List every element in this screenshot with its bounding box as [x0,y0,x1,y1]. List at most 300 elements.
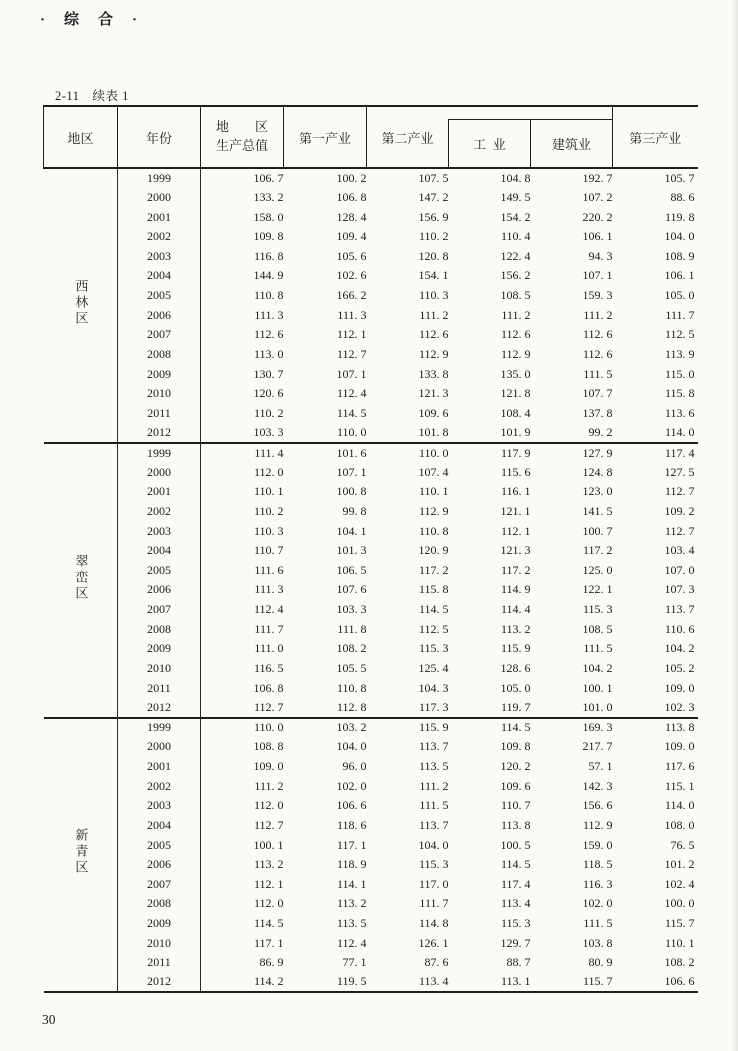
secondary-industry-cell: 110. 8 [418,523,449,538]
year-cell: 2007 [118,600,201,620]
construction-cell: 102. 0 [582,896,613,911]
year-cell: 2012 [118,698,201,718]
construction-cell: 100. 1 [582,680,613,695]
secondary-industry-cell: 110. 1 [418,484,449,499]
tertiary-industry-cell: 100. 0 [664,896,695,911]
year-cell: 2005 [118,286,201,306]
industry-cell: 105. 0 [500,680,531,695]
primary-industry-cell: 114. 1 [336,876,367,891]
gdp-cell: 112. 7 [253,817,284,832]
secondary-industry-cell: 156. 9 [418,209,449,224]
industry-cell: 115. 6 [500,464,531,479]
gdp-cell: 112. 0 [253,464,284,479]
table-row [44,875,698,895]
year-cell: 1999 [118,168,201,188]
construction-cell: 111. 2 [583,307,613,322]
table-row [44,953,698,973]
secondary-industry-cell: 112. 9 [418,346,449,361]
gdp-cell: 112. 0 [253,896,284,911]
year-cell: 2006 [118,305,201,325]
primary-industry-cell: 108. 2 [336,641,367,656]
tertiary-industry-cell: 105. 0 [664,288,695,303]
secondary-industry-cell: 115. 8 [418,582,449,597]
gdp-cell: 111. 2 [254,778,284,793]
primary-industry-cell: 106. 6 [336,798,367,813]
primary-industry-cell: 101. 6 [336,445,367,460]
construction-cell: 107. 1 [582,268,613,283]
header-secondary-industry: 第二产业 [367,106,449,168]
primary-industry-cell: 105. 5 [336,660,367,675]
gdp-cell: 116. 8 [253,248,284,263]
table-header [44,106,698,168]
primary-industry-cell: 113. 5 [336,916,367,931]
secondary-industry-cell: 110. 0 [418,445,449,460]
year-cell: 2004 [118,816,201,836]
year-cell: 2007 [118,325,201,345]
year-cell: 2006 [118,580,201,600]
secondary-industry-cell: 110. 3 [418,288,449,303]
year-cell: 2004 [118,541,201,561]
secondary-industry-cell: 125. 4 [418,660,449,675]
industry-cell: 112. 6 [500,327,531,342]
primary-industry-cell: 128. 4 [336,209,367,224]
tertiary-industry-cell: 88. 6 [670,189,695,204]
construction-cell: 124. 8 [582,464,613,479]
gdp-cell: 110. 0 [253,720,284,735]
tertiary-industry-cell: 102. 4 [664,876,695,891]
industry-cell: 122. 4 [500,248,531,263]
region-label: 翠峦区 [73,553,89,602]
secondary-industry-cell: 117. 3 [418,699,449,714]
year-cell: 2008 [118,345,201,365]
industry-cell: 108. 4 [500,405,531,420]
table-row [44,247,698,267]
industry-cell: 110. 4 [500,229,531,244]
industry-cell: 149. 5 [500,189,531,204]
year-cell: 2006 [118,855,201,875]
primary-industry-cell: 109. 4 [336,229,367,244]
industry-cell: 100. 5 [500,837,531,852]
secondary-industry-cell: 115. 3 [418,641,449,656]
primary-industry-cell: 99. 8 [342,503,367,518]
industry-cell: 129. 7 [500,935,531,950]
table-row [44,914,698,934]
header-gdp-line2: 生产总值 [215,138,268,153]
gdp-cell: 111. 7 [254,621,284,636]
construction-cell: 111. 5 [583,366,613,381]
construction-cell: 57. 1 [588,759,613,774]
year-cell: 2003 [118,521,201,541]
gdp-cell: 116. 5 [253,660,284,675]
secondary-industry-cell: 109. 6 [418,405,449,420]
region-label-cell [44,168,118,443]
primary-industry-cell: 112. 1 [336,327,367,342]
header-gdp [201,106,284,168]
industry-cell: 117. 9 [500,445,531,460]
industry-cell: 121. 8 [500,386,531,401]
year-cell: 2002 [118,502,201,522]
table-row [44,718,698,738]
table-row [44,188,698,208]
tertiary-industry-cell: 113. 9 [664,346,695,361]
secondary-industry-cell: 101. 8 [418,424,449,439]
table-row [44,462,698,482]
primary-industry-cell: 111. 3 [337,307,367,322]
tertiary-industry-cell: 112. 7 [664,484,695,499]
industry-cell: 115. 3 [500,916,531,931]
industry-cell: 121. 3 [500,543,531,558]
secondary-industry-cell: 113. 5 [418,759,449,774]
construction-cell: 137. 8 [582,405,613,420]
secondary-industry-cell: 117. 2 [418,562,449,577]
industry-cell: 156. 2 [500,268,531,283]
header-secondary-subgroup-spacer [449,106,613,119]
table-row [44,973,698,993]
industry-cell: 113. 2 [500,621,531,636]
construction-cell: 99. 2 [588,424,613,439]
primary-industry-cell: 102. 6 [336,268,367,283]
industry-cell: 108. 5 [500,288,531,303]
tertiary-industry-cell: 106. 6 [664,974,695,989]
tertiary-industry-cell: 114. 0 [664,798,695,813]
industry-cell: 154. 2 [500,209,531,224]
construction-cell: 101. 0 [582,699,613,714]
industry-cell: 110. 7 [500,798,531,813]
tertiary-industry-cell: 104. 2 [664,641,695,656]
industry-cell: 114. 4 [500,602,531,617]
tertiary-industry-cell: 113. 8 [664,720,695,735]
gdp-cell: 113. 2 [253,857,284,872]
industry-cell: 112. 9 [500,346,531,361]
tertiary-industry-cell: 115. 0 [664,366,695,381]
year-cell: 1999 [118,443,201,463]
table-row [44,423,698,443]
industry-cell: 119. 7 [500,699,531,714]
gdp-cell: 106. 8 [253,680,284,695]
year-cell: 2003 [118,796,201,816]
primary-industry-cell: 96. 0 [342,759,367,774]
table-row [44,600,698,620]
industry-cell: 121. 1 [500,503,531,518]
secondary-industry-cell: 115. 3 [418,857,449,872]
industry-cell: 104. 8 [500,170,531,185]
tertiary-industry-cell: 101. 2 [664,857,695,872]
gdp-cell: 110. 2 [253,405,284,420]
gdp-cell: 109. 0 [253,759,284,774]
secondary-industry-cell: 107. 5 [418,170,449,185]
tertiary-industry-cell: 113. 6 [664,405,695,420]
table-row [44,305,698,325]
table-row [44,443,698,463]
primary-industry-cell: 100. 2 [336,170,367,185]
construction-cell: 94. 3 [588,248,613,263]
industry-cell: 109. 8 [500,739,531,754]
construction-cell: 159. 0 [582,837,613,852]
secondary-industry-cell: 112. 6 [418,327,449,342]
construction-cell: 156. 6 [582,798,613,813]
construction-cell: 80. 9 [588,955,613,970]
gdp-cell: 109. 8 [253,229,284,244]
gdp-cell: 112. 1 [253,876,284,891]
gdp-cell: 111. 4 [254,445,284,460]
region-label-cell [44,443,118,718]
secondary-industry-cell: 112. 5 [418,621,449,636]
table-row [44,286,698,306]
secondary-industry-cell: 120. 9 [418,543,449,558]
tertiary-industry-cell: 119. 8 [664,209,695,224]
year-cell: 2009 [118,914,201,934]
table-row [44,580,698,600]
table-row [44,776,698,796]
construction-cell: 107. 2 [582,189,613,204]
header-gdp-line1: 地 区 [215,119,268,135]
statistics-table [43,105,698,993]
construction-cell: 112. 6 [582,346,613,361]
industry-cell: 117. 4 [500,876,531,891]
primary-industry-cell: 104. 1 [336,523,367,538]
secondary-industry-cell: 111. 5 [419,798,449,813]
year-cell: 2007 [118,875,201,895]
secondary-industry-cell: 104. 0 [418,837,449,852]
construction-cell: 220. 2 [582,209,613,224]
year-cell: 2011 [118,404,201,424]
primary-industry-cell: 106. 5 [336,562,367,577]
construction-cell: 104. 2 [582,660,613,675]
construction-cell: 103. 8 [582,935,613,950]
tertiary-industry-cell: 117. 6 [664,759,695,774]
secondary-industry-cell: 117. 0 [418,876,449,891]
region-label: 新青区 [73,828,89,877]
industry-cell: 135. 0 [500,366,531,381]
construction-cell: 108. 5 [582,621,613,636]
secondary-industry-cell: 133. 8 [418,366,449,381]
year-cell: 2002 [118,776,201,796]
industry-cell: 109. 6 [500,778,531,793]
gdp-cell: 133. 2 [253,189,284,204]
primary-industry-cell: 119. 5 [336,974,367,989]
year-cell: 2012 [118,423,201,443]
construction-cell: 142. 3 [582,778,613,793]
tertiary-industry-cell: 106. 1 [664,268,695,283]
primary-industry-cell: 107. 6 [336,582,367,597]
primary-industry-cell: 113. 2 [336,896,367,911]
industry-cell: 114. 5 [500,857,531,872]
primary-industry-cell: 107. 1 [336,366,367,381]
primary-industry-cell: 103. 3 [336,602,367,617]
year-cell: 2003 [118,247,201,267]
gdp-cell: 112. 6 [253,327,284,342]
secondary-industry-cell: 120. 8 [418,248,449,263]
table-row [44,737,698,757]
primary-industry-cell: 166. 2 [336,288,367,303]
secondary-industry-cell: 113. 7 [418,739,449,754]
secondary-industry-cell: 104. 3 [418,680,449,695]
secondary-industry-cell: 111. 7 [419,896,449,911]
secondary-industry-cell: 126. 1 [418,935,449,950]
table-row [44,384,698,404]
construction-cell: 192. 7 [582,170,613,185]
construction-cell: 117. 2 [582,543,613,558]
year-cell: 2009 [118,639,201,659]
table-row [44,835,698,855]
construction-cell: 141. 5 [582,503,613,518]
gdp-cell: 114. 2 [253,974,284,989]
gdp-cell: 112. 7 [253,699,284,714]
tertiary-industry-cell: 105. 2 [664,660,695,675]
gdp-cell: 86. 9 [259,955,284,970]
year-cell: 2004 [118,266,201,286]
construction-cell: 125. 0 [582,562,613,577]
gdp-cell: 113. 0 [253,346,284,361]
year-cell: 2001 [118,757,201,777]
primary-industry-cell: 102. 0 [336,778,367,793]
industry-cell: 114. 5 [500,720,531,735]
primary-industry-cell: 107. 1 [336,464,367,479]
table-row [44,639,698,659]
construction-cell: 116. 3 [582,876,613,891]
tertiary-industry-cell: 108. 2 [664,955,695,970]
gdp-cell: 111. 3 [254,582,284,597]
secondary-industry-cell: 113. 4 [418,974,449,989]
construction-cell: 118. 5 [582,857,613,872]
table-row [44,168,698,188]
gdp-cell: 110. 2 [253,503,284,518]
region-label-cell [44,718,118,993]
section-mark: · 综 合 · [40,12,140,28]
table-row [44,364,698,384]
header-tertiary-industry: 第三产业 [613,106,698,168]
tertiary-industry-cell: 113. 7 [664,602,695,617]
tertiary-industry-cell: 109. 0 [664,739,695,754]
region-block [44,443,698,718]
header-year: 年份 [118,106,201,168]
primary-industry-cell: 112. 4 [336,935,367,950]
year-cell: 2005 [118,561,201,581]
construction-cell: 115. 3 [582,602,613,617]
gdp-cell: 110. 1 [253,484,284,499]
industry-cell: 112. 1 [500,523,531,538]
table-row [44,659,698,679]
secondary-industry-cell: 113. 7 [418,817,449,832]
gdp-cell: 110. 8 [253,288,284,303]
industry-cell: 117. 2 [500,562,531,577]
tertiary-industry-cell: 110. 6 [664,621,695,636]
construction-cell: 107. 7 [582,386,613,401]
construction-cell: 111. 5 [583,641,613,656]
table-row [44,541,698,561]
primary-industry-cell: 112. 7 [336,346,367,361]
construction-cell: 159. 3 [582,288,613,303]
secondary-industry-cell: 114. 8 [418,916,449,931]
table-row [44,345,698,365]
year-cell: 2001 [118,482,201,502]
table-caption: 2-11 续表 1 [55,89,129,103]
table-row [44,933,698,953]
secondary-industry-cell: 87. 6 [424,955,449,970]
tertiary-industry-cell: 104. 0 [664,229,695,244]
construction-cell: 112. 6 [582,327,613,342]
table-row [44,855,698,875]
primary-industry-cell: 103. 2 [336,720,367,735]
construction-cell: 217. 7 [582,739,613,754]
table-row [44,325,698,345]
gdp-cell: 117. 1 [253,935,284,950]
tertiary-industry-cell: 108. 9 [664,248,695,263]
primary-industry-cell: 114. 5 [336,405,367,420]
year-cell: 2009 [118,364,201,384]
region-block [44,718,698,993]
primary-industry-cell: 112. 8 [336,699,367,714]
table-row [44,266,698,286]
gdp-cell: 120. 6 [253,386,284,401]
industry-cell: 128. 6 [500,660,531,675]
year-cell: 2011 [118,953,201,973]
industry-cell: 113. 8 [500,817,531,832]
industry-cell: 111. 2 [501,307,531,322]
tertiary-industry-cell: 107. 0 [664,562,695,577]
header-primary-industry: 第一产业 [284,106,367,168]
construction-cell: 123. 0 [582,484,613,499]
region-block [44,168,698,443]
table-row [44,678,698,698]
secondary-industry-cell: 107. 4 [418,464,449,479]
primary-industry-cell: 110. 8 [336,680,367,695]
secondary-industry-cell: 147. 2 [418,189,449,204]
secondary-industry-cell: 115. 9 [418,720,449,735]
year-cell: 2005 [118,835,201,855]
page-number: 30 [42,1012,56,1027]
primary-industry-cell: 111. 8 [337,621,367,636]
construction-cell: 115. 7 [582,974,613,989]
primary-industry-cell: 112. 4 [336,386,367,401]
gdp-cell: 103. 3 [253,424,284,439]
construction-cell: 100. 7 [582,523,613,538]
gdp-cell: 108. 8 [253,739,284,754]
tertiary-industry-cell: 102. 3 [664,699,695,714]
tertiary-industry-cell: 115. 8 [664,386,695,401]
year-cell: 2000 [118,188,201,208]
gdp-cell: 111. 0 [254,641,284,656]
header-industry: 工 业 [449,119,531,168]
gdp-cell: 112. 4 [253,602,284,617]
table-row [44,227,698,247]
tertiary-industry-cell: 115. 1 [664,778,695,793]
tertiary-industry-cell: 112. 5 [664,327,695,342]
table-row [44,757,698,777]
scan-edge-shadow [731,0,738,1051]
table-row [44,521,698,541]
table-row [44,894,698,914]
secondary-industry-cell: 111. 2 [419,307,449,322]
tertiary-industry-cell: 109. 2 [664,503,695,518]
primary-industry-cell: 118. 6 [336,817,367,832]
secondary-industry-cell: 111. 2 [419,778,449,793]
secondary-industry-cell: 112. 9 [418,503,449,518]
secondary-industry-cell: 114. 5 [418,602,449,617]
table-row [44,207,698,227]
tertiary-industry-cell: 112. 7 [664,523,695,538]
tertiary-industry-cell: 111. 7 [665,307,695,322]
industry-cell: 114. 9 [500,582,531,597]
industry-cell: 116. 1 [500,484,531,499]
construction-cell: 122. 1 [582,582,613,597]
primary-industry-cell: 118. 9 [336,857,367,872]
primary-industry-cell: 106. 8 [336,189,367,204]
table-row [44,816,698,836]
tertiary-industry-cell: 105. 7 [664,170,695,185]
tertiary-industry-cell: 109. 0 [664,680,695,695]
year-cell: 2010 [118,659,201,679]
